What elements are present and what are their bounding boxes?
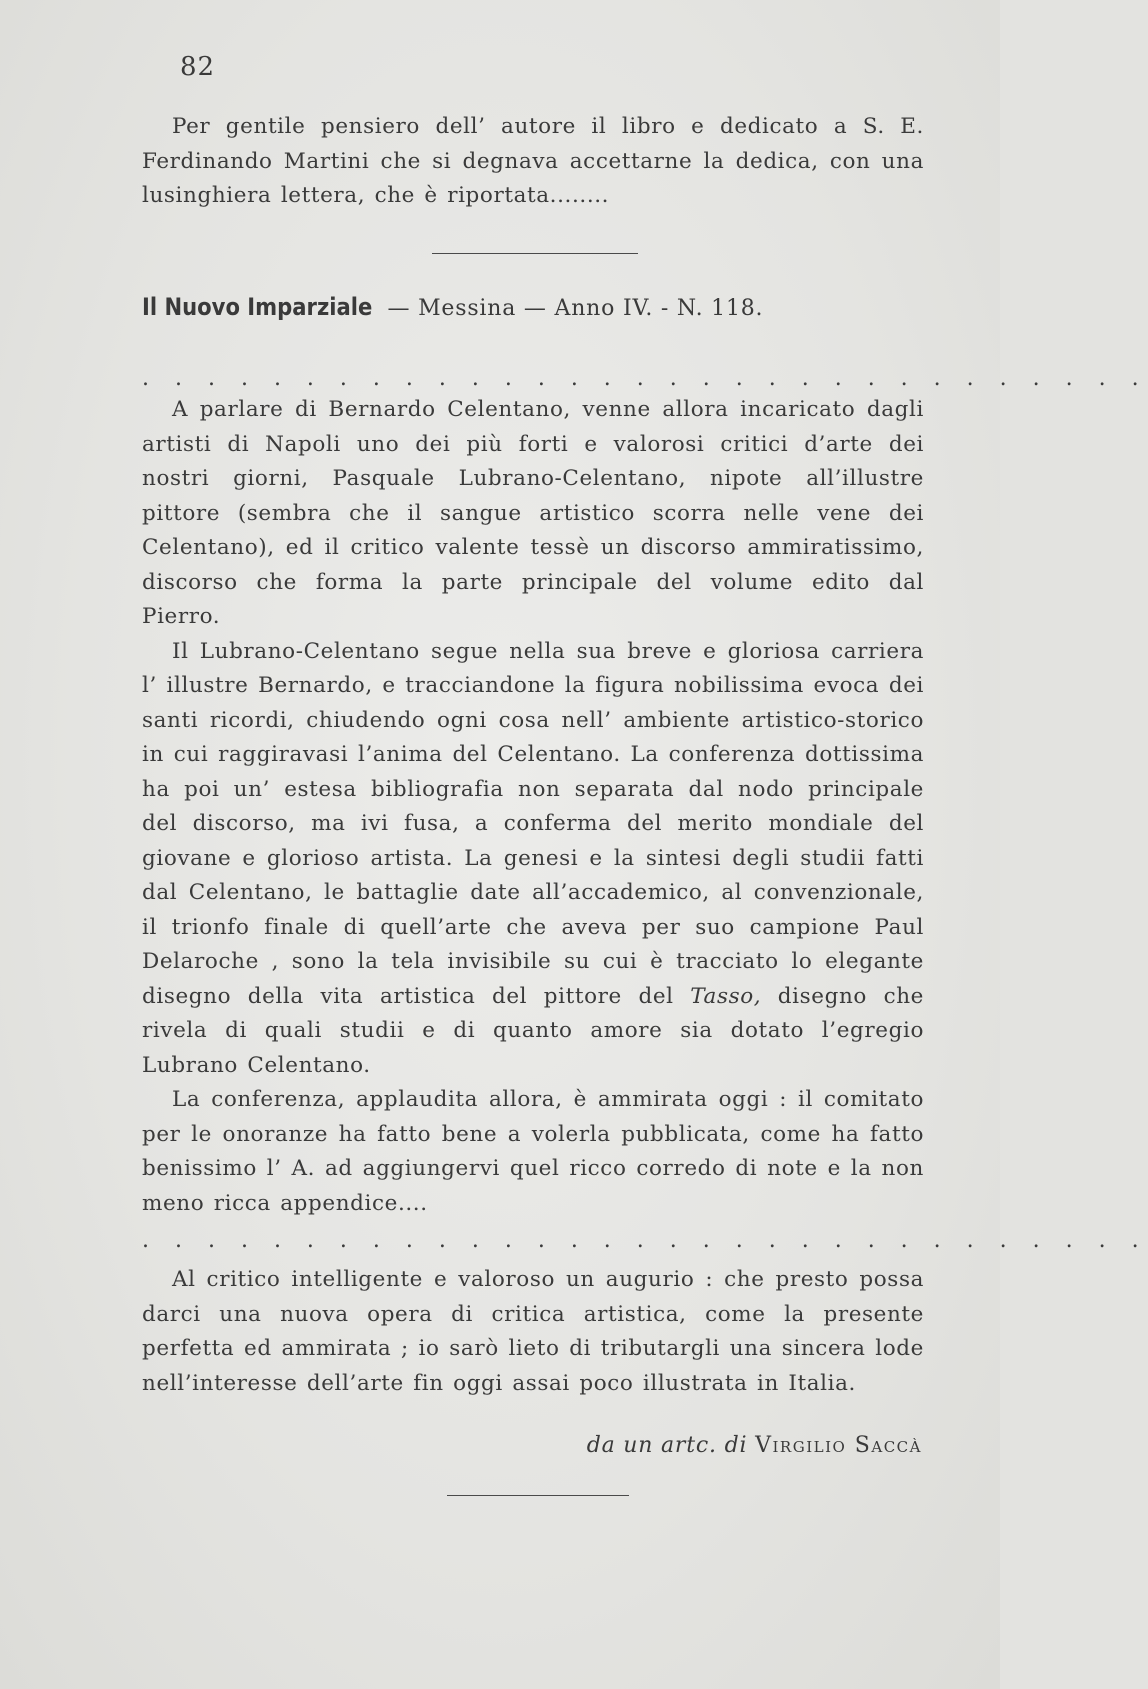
intro-text-block bbox=[142, 110, 924, 214]
signature-line bbox=[587, 1433, 922, 1458]
article-paragraph-4: Al critico intelligente e valoroso un augurio : che presto possa darci una nuova opera di critica artistica, come la presente perfetta ed ammirata ; io sarò lieto di tributargli una sincera lode nell’interesse dell’arte fin oggi assai poco illustrata in Italia. bbox=[142, 1267, 924, 1396]
paragraph-2-text: Il Lubrano-Celentano segue nella sua breve e gloriosa carriera l’ illustre Bernardo, e tracciandone la figura nobilissima evoca dei santi ricordi, chiudendo ogni cosa nell’ ambiente artistico-storico in cui raggiravasi l’anima del Celentano. La conferenza dottissima ha poi un’ estesa bibliografia non separata dal nodo principale del discorso, ma ivi fusa, a conferma del merito mondiale del giovane e glorioso artista. La genesi e la sintesi degli studii fatti dal Celentano, le battaglie date all’accademico, al convenzionale, il trionfo finale di quell’arte che aveva per suo campione Paul Delaroche , sono la tela invisibile su cui è tracciato lo elegante disegno della vita artistica del pittore del bbox=[142, 638, 924, 1009]
separator-rule-bottom bbox=[447, 1495, 629, 1496]
newspaper-details: — Messina — Anno IV. - N. 118. bbox=[387, 296, 764, 321]
article-paragraph-3: La conferenza, applaudita allora, è ammirata oggi : il comitato per le onoranze ha fatto bene a volerla pubblicata, come ha fatto benissimo l’ A. ad aggiungervi quel ricco corredo di note e la non meno ricca appendice.... bbox=[142, 1087, 924, 1216]
page-number: 82 bbox=[180, 52, 216, 82]
article-paragraph-1: A parlare di Bernardo Celentano, venne allora incaricato dagli artisti di Napoli uno dei più forti e valorosi critici d’arte dei nostri giorni, Pasquale Lubrano-Celentano, nipote all’illustre pittore (sembra che il sangue artistico scorra nelle vene dei Celentano), ed il critico valente tessè un discorso ammiratissimo, discorso che forma la parte principale del volume edito dal Pierro. bbox=[142, 397, 924, 629]
ellipsis-dots-line-2: . . . . . . . . . . . . . . . . . . . . . . . . . . . . . . . bbox=[142, 1228, 1148, 1253]
signature-author: Virgilio Saccà bbox=[755, 1433, 922, 1458]
newspaper-title: Il Nuovo Imparziale bbox=[142, 293, 373, 321]
closing-text-block bbox=[142, 1263, 924, 1401]
newspaper-header bbox=[142, 293, 763, 321]
article-paragraph-2 bbox=[142, 635, 924, 1084]
painting-title-italic: Tasso, bbox=[690, 983, 762, 1009]
separator-rule-top bbox=[432, 253, 638, 254]
paragraph-2-text-end: disegno che rivela di quali studii e di quanto amore sia dotato l’egregio Lubrano Celentano. bbox=[142, 983, 924, 1078]
article-text-block bbox=[142, 393, 924, 1221]
ellipsis-dots-line-1: . . . . . . . . . . . . . . . . . . . . . . . . . . . . . . . bbox=[142, 366, 1148, 391]
intro-paragraph: Per gentile pensiero dell’ autore il libro e dedicato a S. E. Ferdinando Martini che si degnava accettarne la dedica, con una lusinghiera lettera, che è riportata........ bbox=[142, 114, 924, 208]
signature-prefix: da un artc. di bbox=[586, 1433, 748, 1458]
